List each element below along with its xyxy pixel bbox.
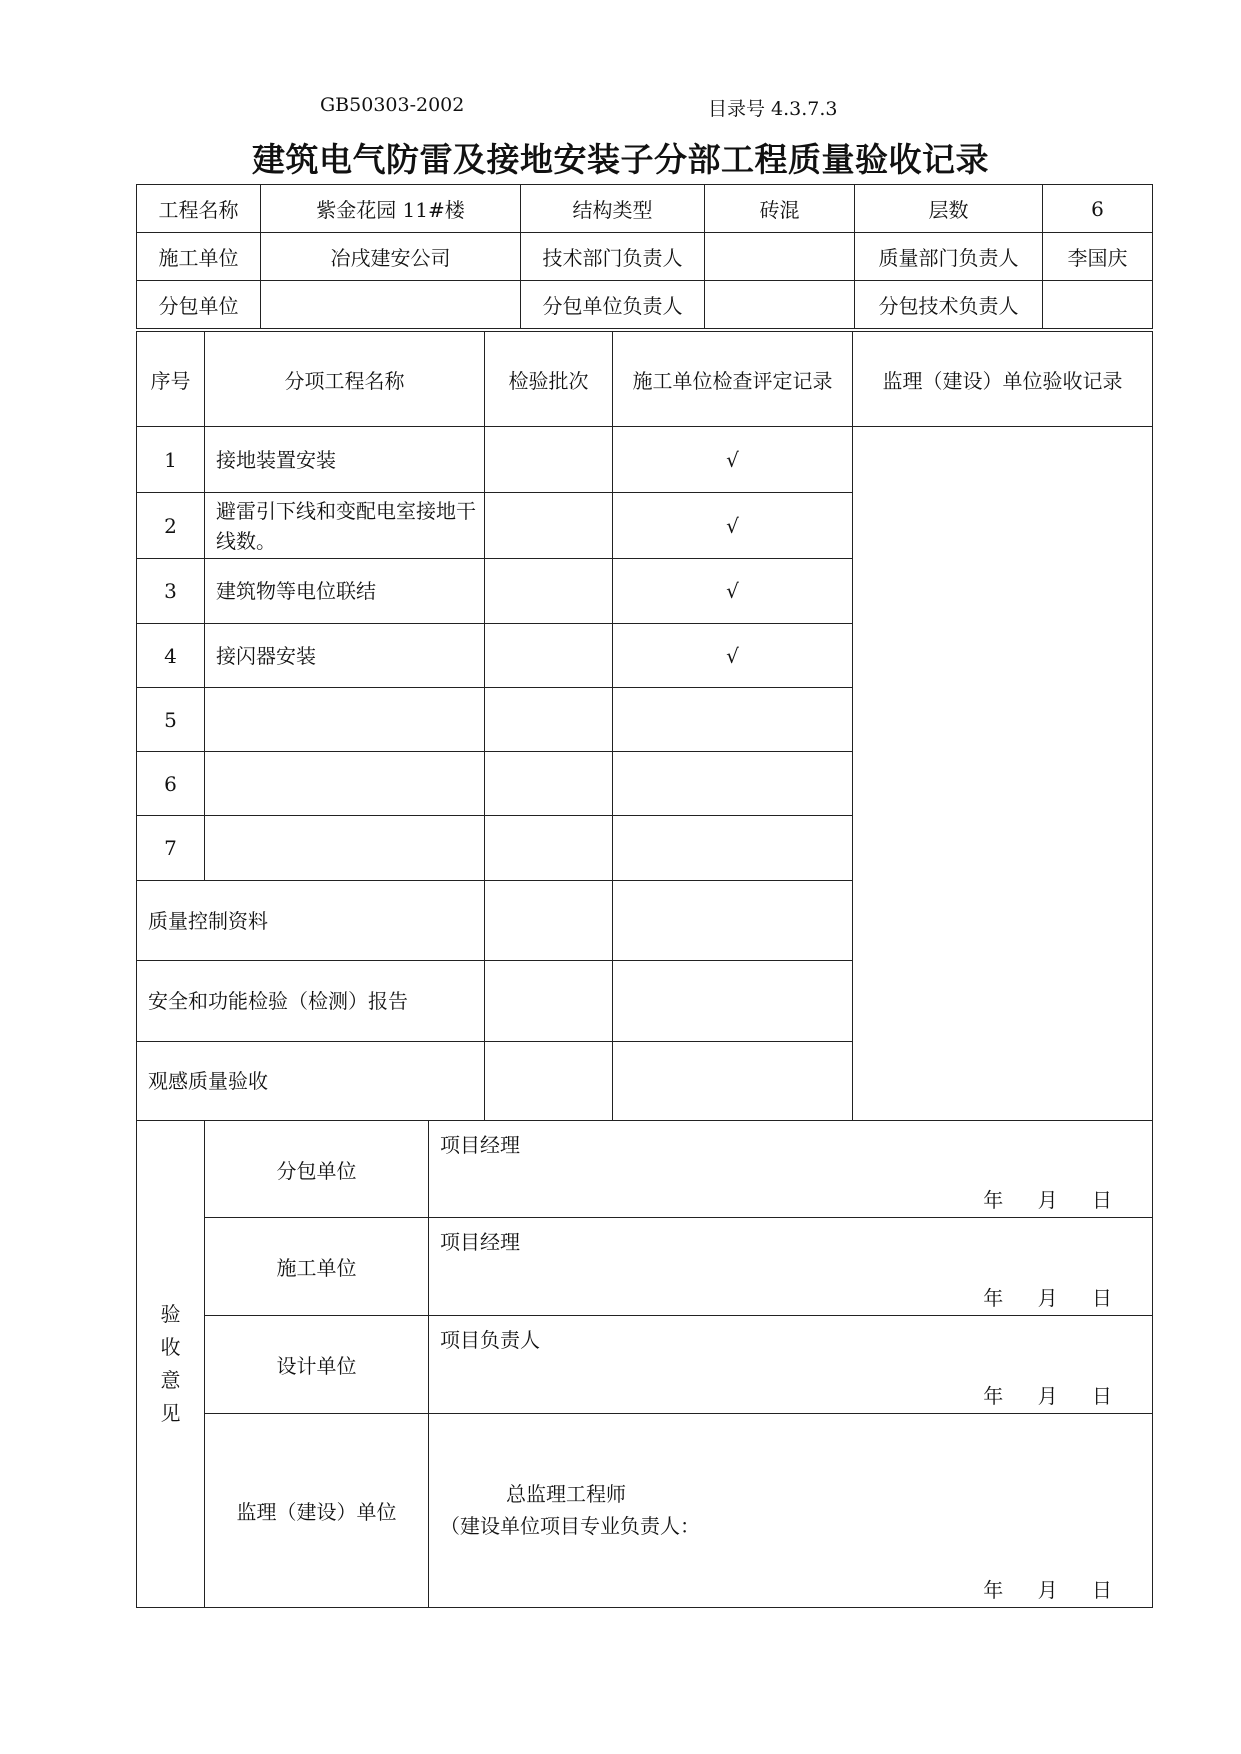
row-check — [613, 688, 853, 752]
designer-unit-label: 设计单位 — [205, 1316, 429, 1414]
sub-head-value — [705, 281, 855, 329]
row-no: 2 — [137, 493, 205, 559]
row-check: √ — [613, 624, 853, 688]
row-check — [613, 816, 853, 881]
project-name-value: 紫金花园 11#楼 — [261, 185, 521, 233]
row-batches — [485, 493, 613, 559]
header-contractor-record: 施工单位检查评定记录 — [613, 332, 853, 427]
catalog-number: 目录号 4.3.7.3 — [708, 98, 838, 120]
row-no: 3 — [137, 559, 205, 624]
project-name-label: 工程名称 — [137, 185, 261, 233]
row-no: 1 — [137, 427, 205, 493]
row-batches — [485, 816, 613, 881]
row-batches — [485, 624, 613, 688]
contractor-date: 年 月 日 — [983, 1286, 1112, 1310]
supervisor-record-cell — [853, 427, 1153, 1121]
appearance-record — [613, 1042, 853, 1121]
quality-head-value: 李国庆 — [1043, 233, 1153, 281]
sub-tech-head-value — [1043, 281, 1153, 329]
safety-report-batches — [485, 961, 613, 1042]
subcontractor-unit-label: 分包单位 — [205, 1121, 429, 1218]
supervisor-signer-label: 总监理工程师 — [506, 1482, 626, 1506]
row-check — [613, 752, 853, 816]
row-item-name: 建筑物等电位联结 — [205, 559, 485, 624]
subcontractor-date: 年 月 日 — [983, 1188, 1112, 1212]
subcontractor-label: 分包单位 — [137, 281, 261, 329]
row-no: 6 — [137, 752, 205, 816]
page-title: 建筑电气防雷及接地安装子分部工程质量验收记录 — [252, 140, 989, 179]
quality-docs-label: 质量控制资料 — [137, 881, 485, 961]
floors-value: 6 — [1043, 185, 1153, 233]
contractor-value: 冶戌建安公司 — [261, 233, 521, 281]
row-check: √ — [613, 427, 853, 493]
supervisor-unit-label: 监理（建设）单位 — [205, 1414, 429, 1608]
header-no: 序号 — [137, 332, 205, 427]
acceptance-opinion-label — [137, 1121, 205, 1608]
standard-code: GB50303-2002 — [320, 94, 465, 116]
tech-head-value — [705, 233, 855, 281]
appearance-label: 观感质量验收 — [137, 1042, 485, 1121]
row-no: 5 — [137, 688, 205, 752]
safety-report-label: 安全和功能检验（检测）报告 — [137, 961, 485, 1042]
contractor-unit-label: 施工单位 — [205, 1218, 429, 1316]
project-info-table — [136, 184, 1153, 329]
acceptance-table — [136, 1120, 1153, 1608]
subcontractor-signer-label: 项目经理 — [440, 1133, 520, 1157]
row-check: √ — [613, 559, 853, 624]
header-batches: 检验批次 — [485, 332, 613, 427]
floors-label: 层数 — [855, 185, 1043, 233]
tech-head-label: 技术部门负责人 — [521, 233, 705, 281]
contractor-signature-cell — [429, 1218, 1153, 1316]
acceptance-opinion-text: 验 收 意 见 — [160, 1302, 181, 1425]
contractor-label: 施工单位 — [137, 233, 261, 281]
row-batches — [485, 559, 613, 624]
supervisor-signer-alt-label: （建设单位项目专业负责人： — [440, 1514, 700, 1538]
subcontractor-value — [261, 281, 521, 329]
row-item-name: 接地装置安装 — [205, 427, 485, 493]
designer-date: 年 月 日 — [983, 1384, 1112, 1408]
row-item-name — [205, 816, 485, 881]
structure-type-value: 砖混 — [705, 185, 855, 233]
supervisor-date: 年 月 日 — [983, 1578, 1112, 1602]
sub-tech-head-label: 分包技术负责人 — [855, 281, 1043, 329]
row-batches — [485, 427, 613, 493]
header-item-name: 分项工程名称 — [205, 332, 485, 427]
sub-head-label: 分包单位负责人 — [521, 281, 705, 329]
row-batches — [485, 752, 613, 816]
safety-report-record — [613, 961, 853, 1042]
contractor-signer-label: 项目经理 — [440, 1230, 520, 1254]
row-item-name: 接闪器安装 — [205, 624, 485, 688]
quality-docs-record — [613, 881, 853, 961]
row-no: 7 — [137, 816, 205, 881]
designer-signature-cell — [429, 1316, 1153, 1414]
designer-signer-label: 项目负责人 — [440, 1328, 540, 1352]
header-supervisor-record: 监理（建设）单位验收记录 — [853, 332, 1153, 427]
row-no: 4 — [137, 624, 205, 688]
quality-docs-batches — [485, 881, 613, 961]
quality-head-label: 质量部门负责人 — [855, 233, 1043, 281]
row-item-name — [205, 752, 485, 816]
subcontractor-signature-cell — [429, 1121, 1153, 1218]
structure-type-label: 结构类型 — [521, 185, 705, 233]
row-item-name — [205, 688, 485, 752]
row-batches — [485, 688, 613, 752]
appearance-batches — [485, 1042, 613, 1121]
items-table — [136, 331, 1153, 1121]
supervisor-signature-cell — [429, 1414, 1153, 1608]
supervisor-signer-block — [440, 1478, 700, 1542]
row-check: √ — [613, 493, 853, 559]
row-item-name: 避雷引下线和变配电室接地干线数。 — [205, 493, 485, 559]
